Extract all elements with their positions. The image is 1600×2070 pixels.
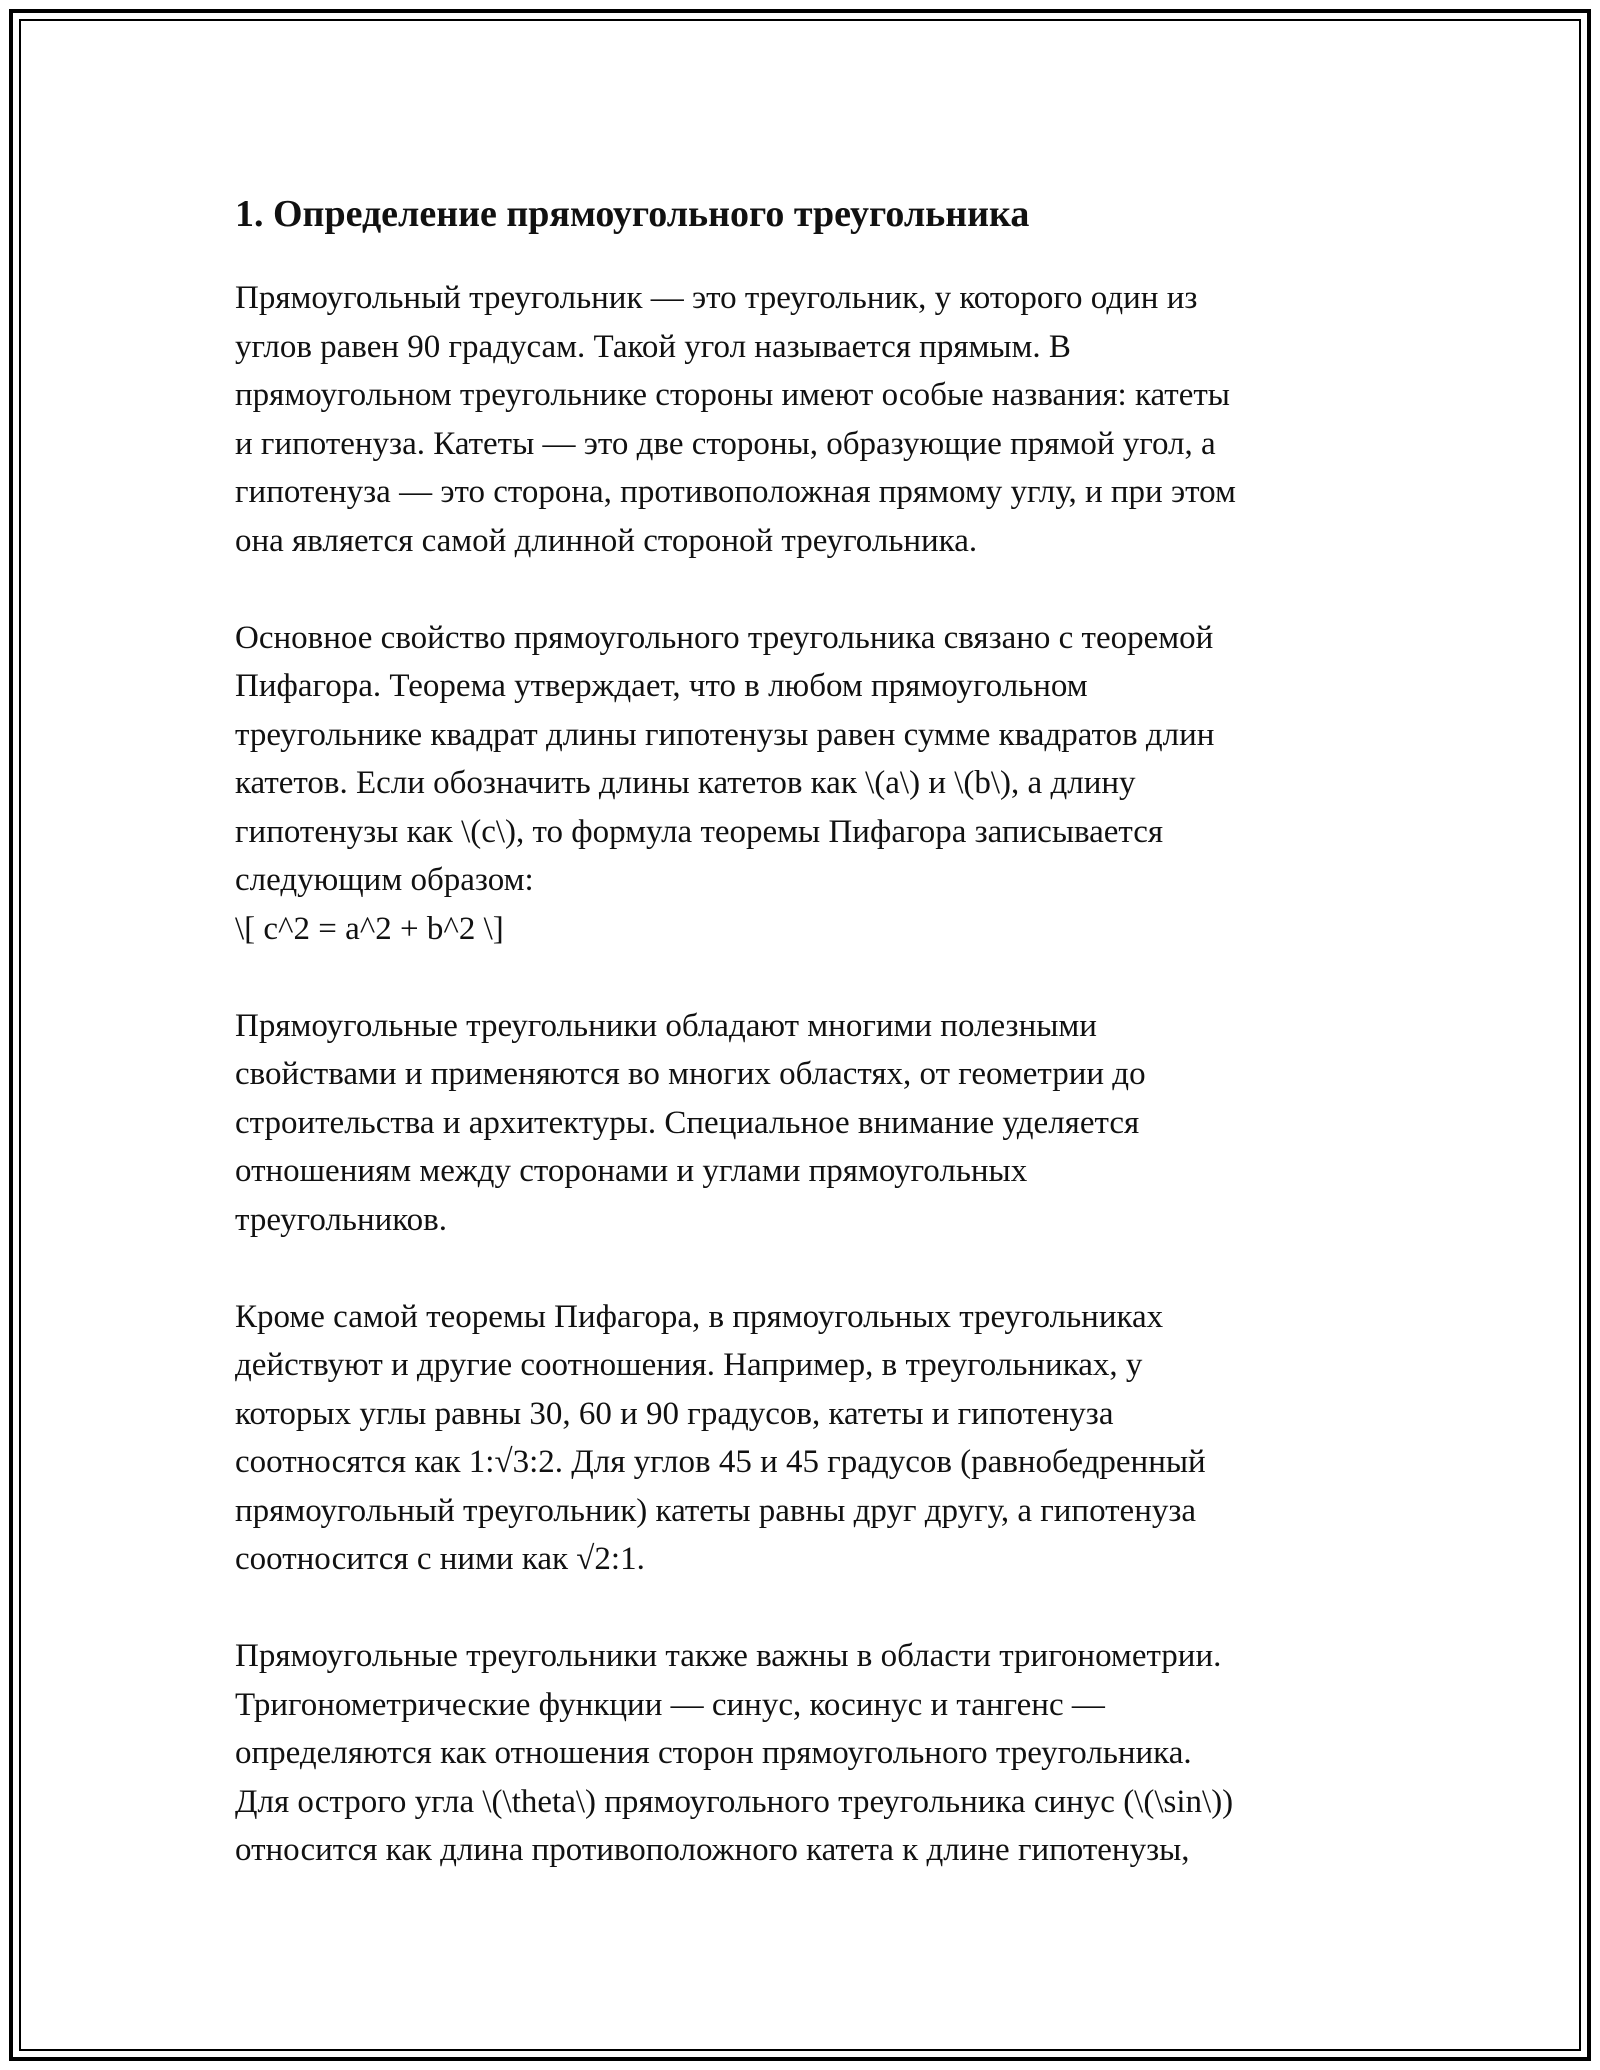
section-heading: 1. Определение прямоугольного треугольника [235,193,1030,235]
body-text: Прямоугольный треугольник — это треугольник, у которого один из углов равен 90 градусам. Такой угол называется прямым. В прямоугольном треугольнике стороны имеют особые названия: катеты и гипотенуза. Катеты — это две стороны, образующие прямой угол, а гипотенуза — это сторона, противоположная прямому углу, и при этом она является самой длинной стороной треугольника. Основное свойство прямоугольного треугольника связано с теоремой Пифагора. Теорема утверждает, что в любом прямоугольном треугольнике квадрат длины гипотенузы равен сумме квадратов длин катетов. Если обозначить длины катетов как \(a\) и \(b\), а длину гипотенузы как \(c\), то формула теоремы Пифагора записывается следующим образом: \[ c^2 = a^2 + b^2 \] Прямоугольные треугольники обладают многими полезными свойствами и применяются во многих областях, от геометрии до строительства и архитектуры. Специальное внимание уделяется отношениям между сторонами и углами прямоугольных треугольников. Кроме самой теоремы Пифагора, в прямоугольных треугольниках действуют и другие соотношения. Например, в треугольниках, у которых углы равны 30, 60 и 90 градусов, катеты и гипотенуза соотносятся как 1:√3:2. Для углов 45 и 45 градусов (равнобедренный прямоугольный треугольник) катеты равны друг другу, а гипотенуза соотносится с ними как √2:1. Прямоугольные треугольники также важны в области тригонометрии. Тригонометрические функции — синус, косинус и тангенс — определяются как отношения сторон прямоугольного треугольника. Для острого угла \(\theta\) прямоугольного треугольника синус (\(\sin\)) относится как длина противоположного катета к длине гипотенузы, [235,280,1236,1868]
document-content [235,186,1385,1875]
